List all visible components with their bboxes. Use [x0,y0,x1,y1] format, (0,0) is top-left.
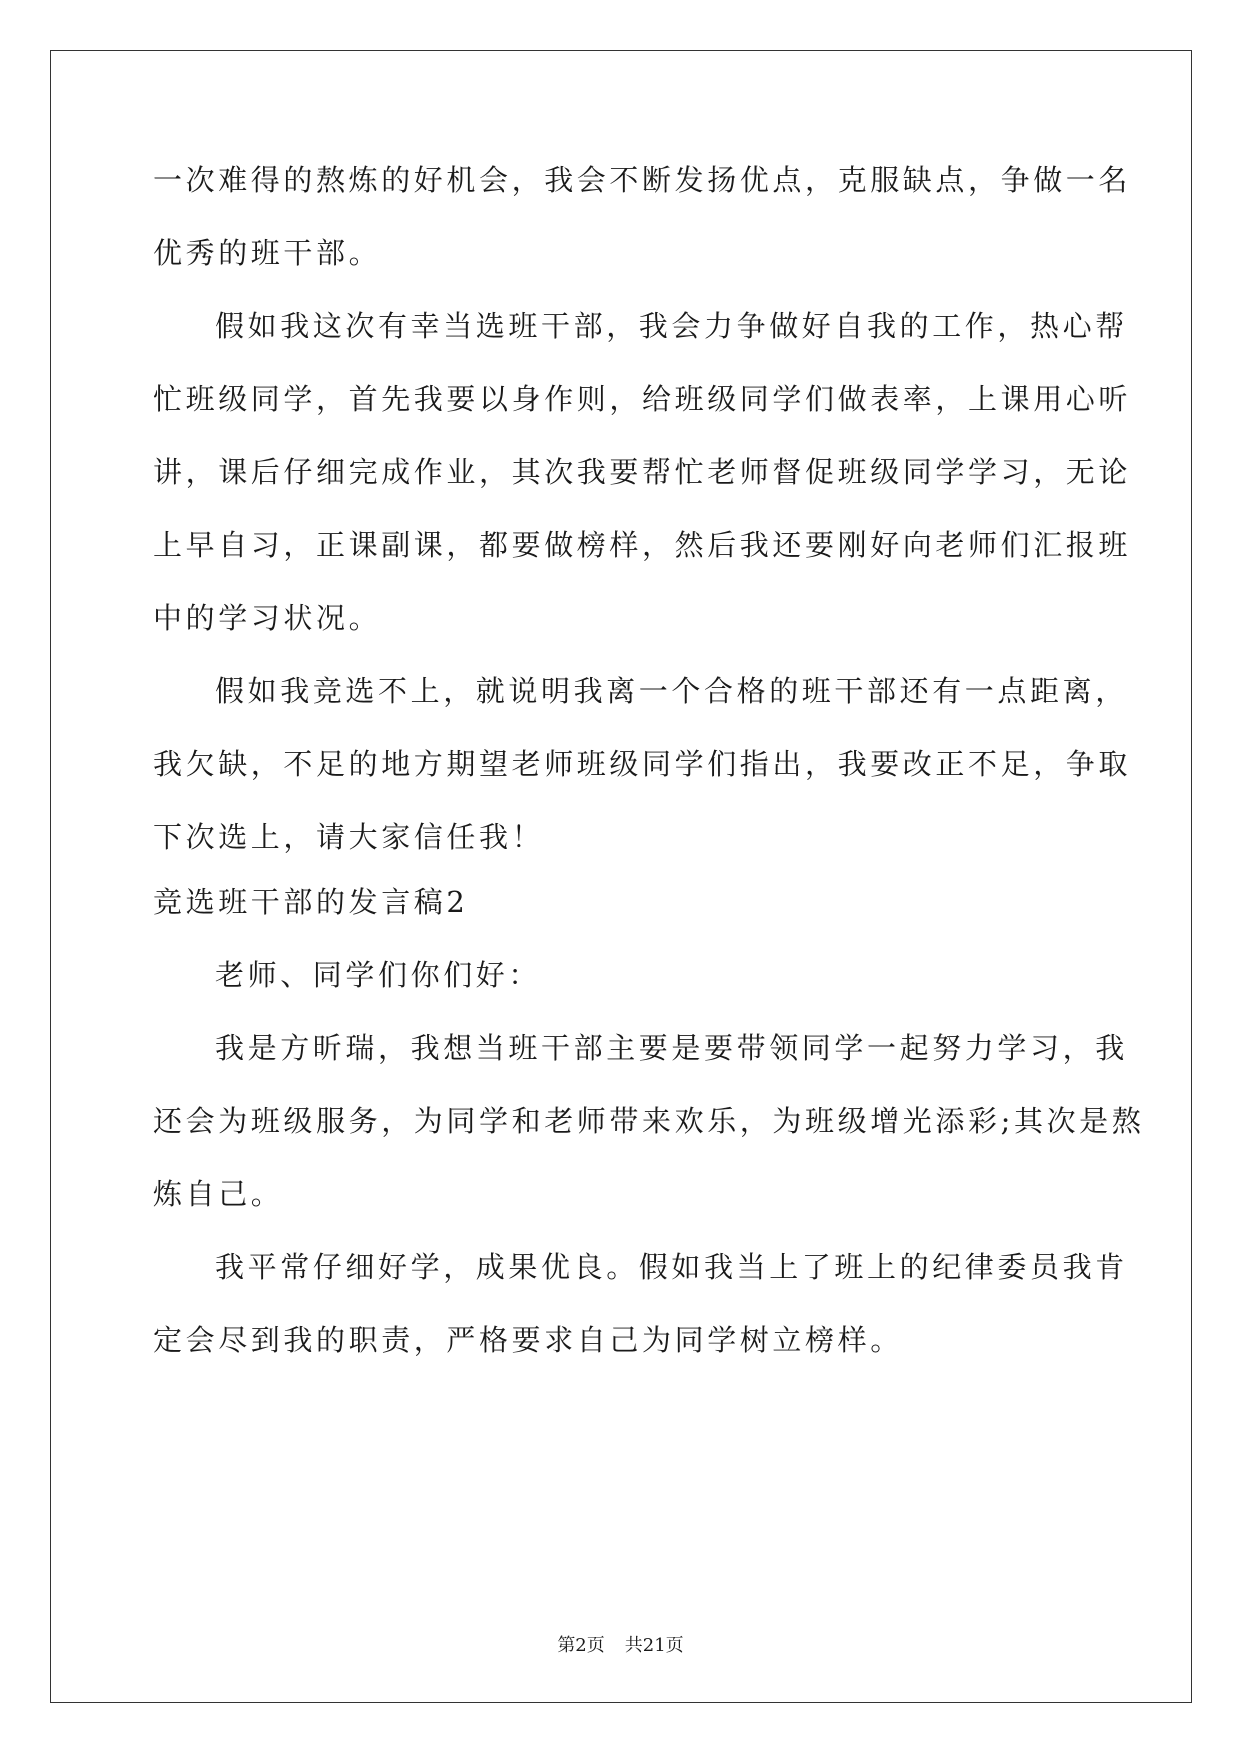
text-line: 假如我这次有幸当选班干部，我会力争做好自我的工作，热心帮 [215,309,1128,343]
page-border [50,50,1192,1703]
page-number: 第2页 [557,1635,605,1656]
text-line: 我是方昕瑞，我想当班干部主要是要带领同学一起努力学习，我 [215,1031,1128,1065]
section-heading: 竞选班干部的发言稿2 [153,885,469,919]
text-line: 我平常仔细好学，成果优良。假如我当上了班上的纪律委员我肯 [215,1250,1128,1284]
text-line: 假如我竞选不上，就说明我离一个合格的班干部还有一点距离， [215,674,1128,708]
text-line: 优秀的班干部。 [153,236,382,270]
text-line: 老师、同学们你们好： [215,958,542,992]
text-line: 还会为班级服务，为同学和老师带来欢乐，为班级增光添彩;其次是熬 [153,1104,1145,1138]
text-line: 中的学习状况。 [153,601,382,635]
text-line: 上早自习，正课副课，都要做榜样，然后我还要刚好向老师们汇报班 [153,528,1132,562]
page-total: 共21页 [624,1635,684,1656]
text-line: 下次选上，请大家信任我！ [153,820,545,854]
text-line: 忙班级同学，首先我要以身作则，给班级同学们做表率，上课用心听 [153,382,1132,416]
text-line: 一次难得的熬炼的好机会，我会不断发扬优点，克服缺点，争做一名 [153,163,1132,197]
text-line: 炼自己。 [153,1177,284,1211]
text-line: 讲，课后仔细完成作业，其次我要帮忙老师督促班级同学学习，无论 [153,455,1132,489]
page-footer [0,1634,1241,1658]
text-line: 定会尽到我的职责，严格要求自己为同学树立榜样。 [153,1323,903,1357]
text-line: 我欠缺，不足的地方期望老师班级同学们指出，我要改正不足，争取 [153,747,1132,781]
